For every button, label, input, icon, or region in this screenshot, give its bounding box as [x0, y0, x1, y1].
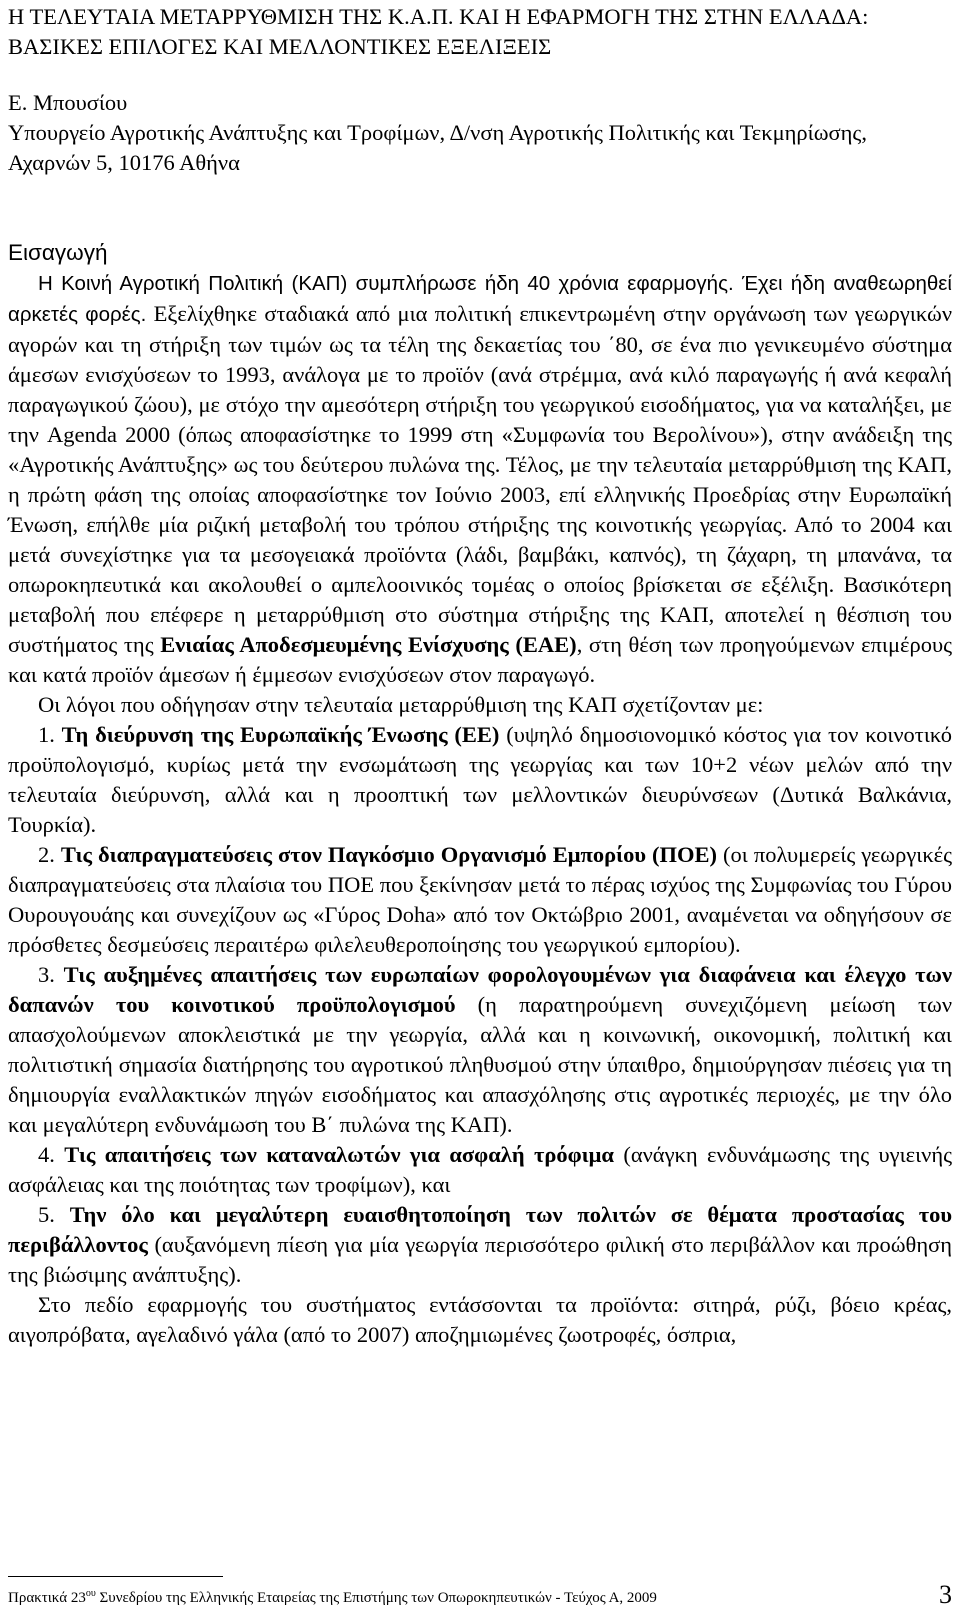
reason-item-4 — [8, 1140, 952, 1200]
intro-tail-text: , στη θέση των προηγούμενων επιμέρους και κατά προϊόν άμεσων ή έμμεσων ενισχύσεων στον παραγωγό. — [8, 632, 953, 687]
reason-item-2 — [8, 840, 952, 960]
intro-bold-term: Ενιαίας Αποδεσμευμένης Ενίσχυσης (ΕΑΕ) — [160, 632, 577, 657]
closing-paragraph: Στο πεδίο εφαρμογής του συστήματος εντάσσονται τα προϊόντα: σιτηρά, ρύζι, βόειο κρέας, αιγοπρόβατα, αγελαδινό γάλα (από το 2007) αποζημιωμένες ζωοτροφές, όσπρια, — [8, 1292, 952, 1347]
footer-superscript: ου — [85, 1588, 96, 1599]
author-affiliation: Υπουργείο Αγροτικής Ανάπτυξης και Τροφίμων, Δ/νση Αγροτικής Πολιτικής και Τεκμηρίωσης, Αχαρνών 5, 10176 Αθήνα — [8, 120, 867, 175]
reasons-intro: Οι λόγοι που οδήγησαν στην τελευταία μεταρρύθμιση της ΚΑΠ σχετίζονταν με: — [38, 692, 764, 717]
intro-serif-text: Εξελίχθηκε σταδιακά από μια πολιτική επικεντρωμένη στην οργάνωση των γεωργικών αγορών και τη στήριξη των τιμών ως τα τέλη της δεκαετίας του ΄80, σε ένα πιο γενικευμένο σύστημα άμεσων ενισχύσεων το 1993, ανάλογα με το προϊόν (ανά στρέμμα, ανά κιλό παραγωγής ή ανά κεφαλή παραγωγικού ζώου), με στόχο την αμεσότερη στήριξη του γεωργικού εισοδήματος, για να καταλήξει, με την Agenda 2000 (όπως αποφασίστηκε το 1999 στη «Συμφωνία του Βερολίνου»), στην ανάδειξη της «Αγροτικής Ανάπτυξης» ως του δεύτερου πυλώνα της. Τέλος, με την τελευταία μεταρρύθμιση της ΚΑΠ, η πρώτη φάση της οποίας αποφασίστηκε τον Ιούνιο 2003, επί ελληνικής Προεδρίας στην Ευρωπαϊκή Ένωση, επήλθε μία ριζική μεταβολή του τρόπου στήριξης της κοινοτικής γεωργίας. Από το 2004 και μετά συνεχίστηκε για τα μεσογειακά προϊόντα (λάδι, βαμβάκι, καπνός), τη ζάχαρη, τη μπανάνα, τα οπωροκηπευτικά και ακολουθεί ο αμπελοοινικός τομέας ο οποίος βρίσκεται σε εξέλιξη. Βασικότερη μεταβολή που επέφερε η μεταρρύθμιση στο σύστημα στήριξης της ΚΑΠ, αποτελεί η θέσπιση του συστήματος της — [8, 301, 952, 657]
reason-bold: Τη διεύρυνση της Ευρωπαϊκής Ένωσης (ΕΕ) — [61, 722, 500, 747]
reason-bold: Τις απαιτήσεις των καταναλωτών για ασφαλή τρόφιμα — [64, 1142, 614, 1167]
footer-citation — [8, 1588, 657, 1607]
reason-text: (η παρατηρούμενη συνεχιζόμενη μείωση των απασχολούμενων αποκλειστικά με την γεωργία, αλλά και η κοινωνική, οικονομική, πολιτική και πολιτιστική σημασία διατήρησης του αγροτικού πληθυσμού στην ύπαιθρο, δημιούργησαν πιέσεις για τη δημιουργία εναλλακτικών πηγών εισοδήματος και απασχόλησης στις αγροτικές περιοχές, με την όλο και μεγαλύτερη ενδυνάμωση του Β΄ πυλώνα της ΚΑΠ). — [8, 992, 952, 1137]
reason-item-3 — [8, 960, 952, 1140]
reason-number: 3. — [38, 962, 55, 987]
reason-item-1 — [8, 720, 952, 840]
intro-paragraph — [8, 268, 952, 690]
footer-text-pre: Πρακτικά 23 — [8, 1590, 86, 1606]
reason-item-5 — [8, 1200, 952, 1290]
reason-number: 5. — [38, 1202, 55, 1227]
reason-bold: Τις διαπραγματεύσεις στον Παγκόσμιο Οργανισμό Εμπορίου (ΠΟΕ) — [60, 842, 718, 867]
reason-bold: Την όλο και μεγαλύτερη ευαισθητοποίηση των πολιτών σε θέματα προστασίας του περιβάλλοντος — [8, 1202, 953, 1257]
intro-sans-text: Η Κοινή Αγροτική Πολιτική (ΚΑΠ) συμπλήρωσε ήδη 40 χρόνια εφαρμογής. Έχει ήδη αναθεωρηθεί αρκετές φορές. — [8, 272, 952, 326]
reason-text: (υψηλό δημοσιονομικό κόστος για τον κοινοτικό προϋπολογισμό, κυρίως μετά την ενσωμάτωση της γεωργίας και των 10+2 νέων μελών από την τελευταία διεύρυνση, αλλά και η προοπτική των μελλοντικών διευρύνσεων (Δυτικά Βαλκάνια, Τουρκία). — [8, 722, 952, 837]
footer-divider — [8, 1576, 223, 1577]
section-heading: Εισαγωγή — [8, 240, 108, 265]
document-page — [8, 2, 952, 1350]
reason-number: 2. — [38, 842, 55, 867]
reason-text: (αυξανόμενη πίεση για μία γεωργία περισσότερο φιλική στο περιβάλλον και προώθηση της βιώσιμης ανάπτυξης). — [8, 1232, 952, 1287]
page-footer — [8, 1576, 952, 1616]
reason-text: (οι πολυμερείς γεωργικές διαπραγματεύσεις στα πλαίσια του ΠΟΕ που ξεκίνησαν μετά το πέρας ισχύος της Συμφωνίας του Γύρου Ουρουγουάης και συνεχίζουν ως «Γύρος Doha» από τον Οκτώβριο 2001, αναμένεται να οδηγήσουν σε πρόσθετες δεσμεύσεις περαιτέρω φιλελευθεροποίησης του γεωργικού εμπορίου). — [8, 842, 953, 957]
reason-bold: Τις αυξημένες απαιτήσεις των ευρωπαίων φορολογουμένων για διαφάνεια και έλεγχο των δαπανών του κοινοτικού προϋπολογισμού — [8, 962, 952, 1017]
author-block — [8, 88, 952, 178]
footer-text-post: Συνεδρίου της Ελληνικής Εταιρείας της Επιστήμης των Οπωροκηπευτικών - Τεύχος Α, 2009 — [95, 1590, 657, 1606]
page-number: 3 — [939, 1580, 952, 1609]
author-name: Ε. Μπουσίου — [8, 90, 128, 115]
reason-number: 4. — [38, 1142, 55, 1167]
reason-text: (ανάγκη ενδυνάμωσης της υγιεινής ασφάλειας και της ποιότητας των τροφίμων), και — [8, 1142, 952, 1197]
reason-number: 1. — [38, 722, 55, 747]
paper-title: Η ΤΕΛΕΥΤΑΙΑ ΜΕΤΑΡΡΥΘΜΙΣΗ ΤΗΣ Κ.Α.Π. ΚΑΙ Η ΕΦΑΡΜΟΓΗ ΤΗΣ ΣΤΗΝ ΕΛΛΑΔΑ: ΒΑΣΙΚΕΣ ΕΠΙΛΟΓΕΣ ΚΑΙ ΜΕΛΛΟΝΤΙΚΕΣ ΕΞΕΛΙΞΕΙΣ — [8, 4, 869, 59]
